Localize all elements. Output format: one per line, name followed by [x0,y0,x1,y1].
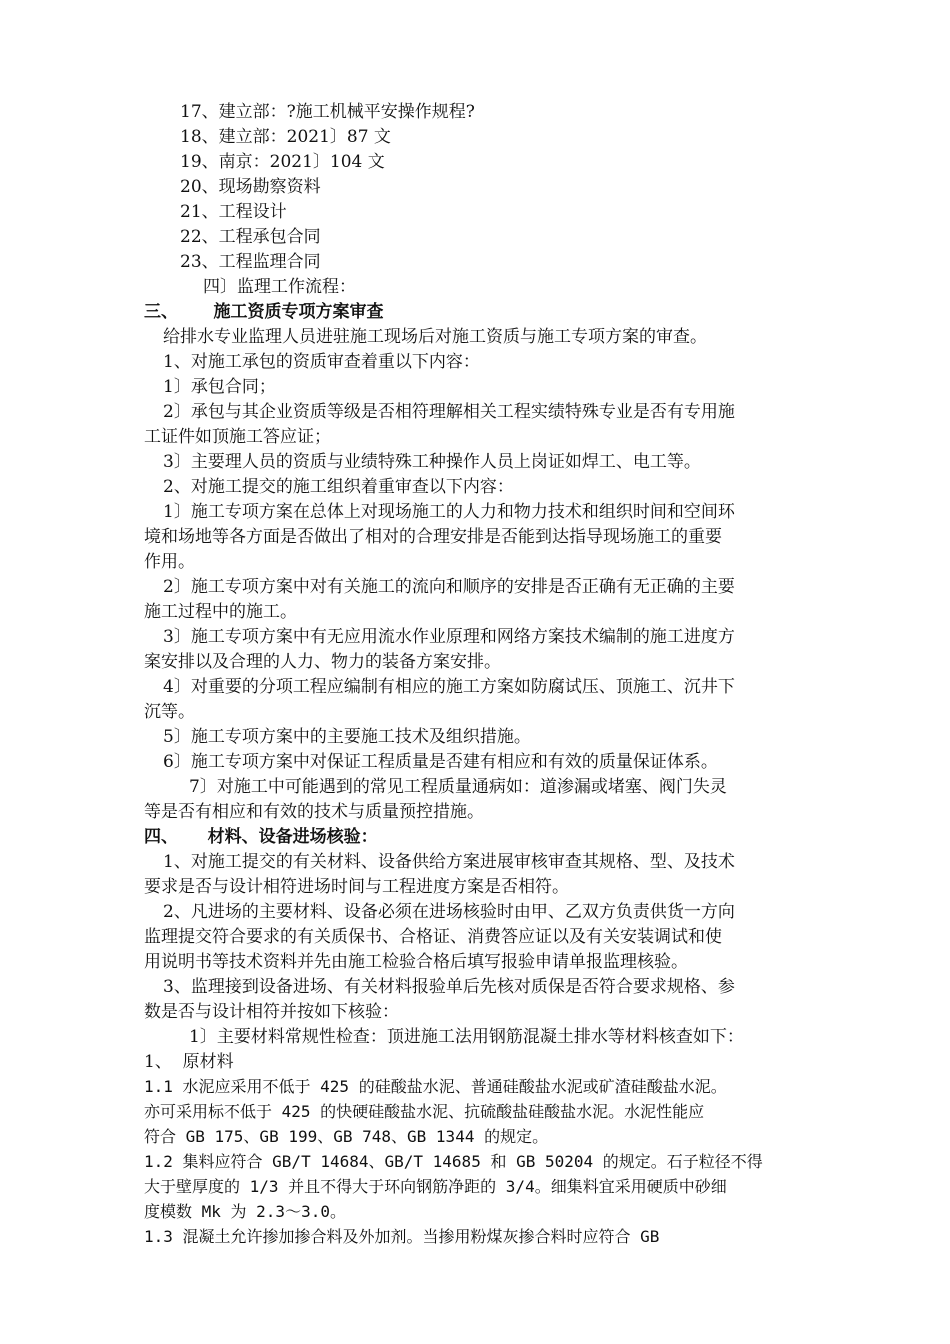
paragraph-line: 等是否有相应和有效的技术与质量预控措施。 [144,802,484,822]
paragraph-line: 监理提交符合要求的有关质保书、合格证、消费答应证以及有关安装调试和使 [144,927,722,947]
paragraph-line: 亦可采用标不低于 425 的快硬硅酸盐水泥、抗硫酸盐硅酸盐水泥。水泥性能应 [144,1102,705,1121]
reference-item-17: 17、建立部：?施工机械平安操作规程? [180,102,475,122]
paragraph-line: 符合 GB 175、GB 199、GB 748、GB 1344 的规定。 [144,1127,549,1146]
reference-item-23: 23、工程监理合同 [180,252,321,272]
paragraph-line: 4〕对重要的分项工程应编制有相应的施工方案如防腐试压、顶施工、沉井下 [163,677,735,697]
paragraph-line: 1〕主要材料常规性检查：顶进施工法用钢筋混凝土排水等材料核查如下： [189,1027,744,1047]
reference-item-22: 22、工程承包合同 [180,227,321,247]
paragraph-line: 境和场地等各方面是否做出了相对的合理安排是否能到达指导现场施工的重要 [144,527,722,547]
section-heading-3: 三、 施工资质专项方案审查 [144,302,384,322]
paragraph-line: 给排水专业监理人员进驻施工现场后对施工资质与施工专项方案的审查。 [163,327,707,347]
paragraph-line: 1、对施工承包的资质审查着重以下内容： [163,352,480,372]
paragraph-line: 案安排以及合理的人力、物力的装备方案安排。 [144,652,501,672]
paragraph-line: 沉等。 [144,702,195,722]
reference-item-18: 18、建立部：2021〕87 文 [180,127,391,147]
paragraph-line: 1.3 混凝土允许掺加掺合料及外加剂。当掺用粉煤灰掺合料时应符合 GB [144,1227,660,1246]
paragraph-line: 工证件如顶施工答应证； [144,427,331,447]
section-heading-4: 四、 材料、设备进场核验： [144,827,378,847]
paragraph-line: 3、监理接到设备进场、有关材料报验单后先核对质保是否符合要求规格、参 [163,977,735,997]
subsection-heading: 四〕监理工作流程： [203,277,356,297]
paragraph-line: 5〕施工专项方案中的主要施工技术及组织措施。 [163,727,531,747]
paragraph-line: 用说明书等技术资料并先由施工检验合格后填写报验申请单报监理核验。 [144,952,688,972]
paragraph-line: 要求是否与设计相符进场时间与工程进度方案是否相符。 [144,877,569,897]
numbered-heading: 1、 原材料 [144,1052,234,1072]
paragraph-line: 7〕对施工中可能遇到的常见工程质量通病如：道渗漏或堵塞、阀门失灵 [189,777,727,797]
paragraph-line: 2、凡进场的主要材料、设备必须在进场核验时由甲、乙双方负责供货一方向 [163,902,735,922]
paragraph-line: 度模数 Mk 为 2.3～3.0。 [144,1202,346,1221]
paragraph-line: 施工过程中的施工。 [144,602,297,622]
paragraph-line: 6〕施工专项方案中对保证工程质量是否建有相应和有效的质量保证体系。 [163,752,718,772]
paragraph-line: 数是否与设计相符并按如下核验： [144,1002,399,1022]
paragraph-line: 1〕施工专项方案在总体上对现场施工的人力和物力技术和组织时间和空间环 [163,502,735,522]
paragraph-line: 1、对施工提交的有关材料、设备供给方案进展审核审查其规格、型、及技术 [163,852,735,872]
paragraph-line: 大于壁厚度的 1/3 并且不得大于环向钢筋净距的 3/4。细集料宜采用硬质中砂细 [144,1177,727,1196]
paragraph-line: 作用。 [144,552,195,572]
paragraph-line: 2、对施工提交的施工组织着重审查以下内容： [163,477,514,497]
reference-item-19: 19、南京：2021〕104 文 [180,152,385,172]
paragraph-line: 1〕承包合同； [163,377,276,397]
reference-item-20: 20、现场勘察资料 [180,177,321,197]
reference-item-21: 21、工程设计 [180,202,287,222]
paragraph-line: 3〕主要理人员的资质与业绩特殊工种操作人员上岗证如焊工、电工等。 [163,452,701,472]
paragraph-line: 3〕施工专项方案中有无应用流水作业原理和网络方案技术编制的施工进度方 [163,627,735,647]
paragraph-line: 2〕施工专项方案中对有关施工的流向和顺序的安排是否正确有无正确的主要 [163,577,735,597]
paragraph-line: 1.2 集料应符合 GB/T 14684、GB/T 14685 和 GB 50204 的规定。石子粒径不得 [144,1152,763,1171]
paragraph-line: 1.1 水泥应采用不低于 425 的硅酸盐水泥、普通硅酸盐水泥或矿渣硅酸盐水泥。 [144,1077,727,1096]
paragraph-line: 2〕承包与其企业资质等级是否相符理解相关工程实绩特殊专业是否有专用施 [163,402,735,422]
